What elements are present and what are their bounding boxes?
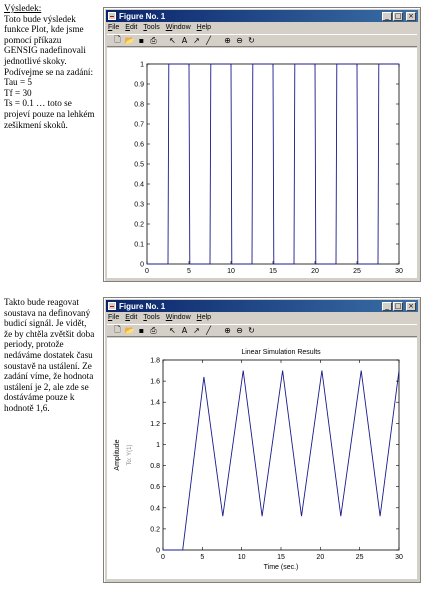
menu-window[interactable]: Window (165, 314, 191, 321)
y-tick-label: 0.8 (150, 463, 160, 471)
step-chart (107, 48, 417, 278)
simulation-chart (107, 338, 417, 579)
title-bar[interactable] (106, 300, 418, 312)
plot-area[interactable] (107, 338, 417, 579)
arrow-icon[interactable]: ↗ (193, 36, 200, 45)
note-body: Takto bude reagovat soustava na definovaný budicí signál. Je vidět, že by chtěla zvětšit doba periody, protože nedáváme dostatek času soustavě na ustálení. Ze zadání víme, že hodnota ustálení je 2, ale zde se dostáváme pouze k hodnotě 1,6. (4, 297, 95, 413)
y-tick-label: 0.2 (150, 526, 160, 534)
note-body: Toto bude výsledek funkce Plot, kde jsme pomocí příkazu GENSIG nadefinovali jednotlivé skoky. Podívejme se na zadání: Tau = 5 Tf = 30 Ts = 0.1 … toto se projeví pouze na lehkém zešikmení skoků. (4, 13, 95, 130)
y-tick-label: 1 (156, 441, 160, 449)
menu-file[interactable]: File (108, 24, 120, 31)
x-tick-label: 20 (311, 268, 319, 275)
zoom-in-icon[interactable]: ⊕ (224, 36, 231, 45)
y-tick-label: 0.9 (134, 81, 144, 89)
menu-window[interactable]: Window (165, 24, 191, 31)
text-icon[interactable]: A (181, 36, 188, 45)
title-bar[interactable] (106, 10, 418, 22)
menu-bar (108, 23, 211, 33)
y-tick-label: 1.4 (150, 399, 160, 407)
minimize-button[interactable]: _ (382, 302, 392, 311)
plot-area[interactable] (107, 48, 417, 278)
line-icon[interactable]: ╱ (206, 36, 211, 45)
y-tick-label: 0.4 (150, 505, 160, 513)
pointer-icon[interactable]: ↖ (169, 326, 176, 335)
window-title: Figure No. 1 (119, 301, 166, 311)
zoom-out-icon[interactable]: ⊖ (236, 326, 243, 335)
zoom-in-icon[interactable]: ⊕ (224, 326, 231, 335)
toolbar-separator (160, 325, 166, 336)
text-icon[interactable]: A (181, 326, 188, 335)
y-tick-label: 0.4 (134, 181, 144, 189)
x-tick-label: 25 (355, 554, 364, 561)
x-tick-label: 15 (269, 268, 277, 275)
figure-window-2 (103, 297, 421, 583)
rotate-icon[interactable]: ↻ (248, 326, 255, 335)
chart-title: Linear Simulation Results (241, 349, 321, 356)
note-heading: Výsledek: (4, 3, 42, 13)
pointer-icon[interactable]: ↖ (169, 36, 176, 45)
x-tick-label: 30 (395, 268, 403, 275)
y-tick-label: 1 (140, 61, 144, 69)
y-tick-label: 0.6 (134, 141, 144, 149)
zoom-out-icon[interactable]: ⊖ (236, 36, 243, 45)
menu-help[interactable]: Help (196, 24, 212, 31)
minimize-button[interactable]: _ (382, 12, 392, 21)
toolbar (107, 34, 417, 47)
x-tick-label: 25 (353, 268, 361, 275)
menu-edit[interactable]: Edit (125, 24, 138, 31)
y-axis-label: Amplitude (114, 439, 121, 471)
save-icon[interactable]: ▪ (138, 36, 145, 45)
menu-tools[interactable]: Tools (143, 314, 160, 321)
line-icon[interactable]: ╱ (206, 326, 211, 335)
figure-icon (108, 302, 116, 310)
y-tick-label: 0 (140, 261, 144, 269)
toolbar-separator (215, 35, 221, 46)
maximize-button[interactable]: □ (394, 301, 402, 310)
menu-bar (108, 313, 211, 323)
x-tick-label: 0 (161, 554, 165, 561)
y-tick-label: 1.6 (150, 378, 160, 386)
description-note-1 (4, 3, 96, 130)
close-button[interactable]: × (406, 302, 416, 311)
y-tick-label: 0.3 (134, 201, 144, 209)
y-tick-label: 0.7 (134, 121, 144, 129)
y-tick-label: 0.6 (150, 484, 160, 492)
rotate-icon[interactable]: ↻ (248, 36, 255, 45)
y-tick-label: 0.2 (134, 221, 144, 229)
x-tick-label: 10 (237, 554, 246, 561)
y-tick-label: 0.1 (134, 241, 144, 249)
x-tick-label: 5 (200, 554, 205, 561)
y-tick-label: 1.2 (150, 420, 160, 428)
y-tick-label: 1.8 (150, 357, 160, 365)
menu-help[interactable]: Help (196, 314, 212, 321)
y-axis-output-label: To: Y(1) (127, 444, 133, 466)
new-icon[interactable]: 🗋 (114, 324, 121, 334)
x-tick-label: 10 (227, 268, 235, 275)
maximize-button[interactable]: □ (394, 11, 402, 20)
print-icon[interactable]: ⎙ (150, 325, 157, 335)
menu-tools[interactable]: Tools (143, 24, 160, 31)
x-tick-label: 15 (277, 554, 285, 561)
x-tick-label: 20 (316, 554, 325, 561)
toolbar-separator (215, 325, 221, 336)
save-icon[interactable]: ▪ (138, 326, 145, 335)
open-icon[interactable]: 📂 (124, 36, 135, 45)
menu-edit[interactable]: Edit (125, 314, 138, 321)
y-tick-label: 0 (156, 547, 160, 555)
figure-icon (108, 12, 116, 20)
x-tick-label: 0 (145, 268, 149, 275)
x-axis-label: Time (sec.) (263, 564, 299, 571)
x-tick-label: 30 (395, 554, 403, 561)
description-note-2 (4, 297, 96, 414)
open-icon[interactable]: 📂 (124, 326, 135, 335)
close-button[interactable]: × (406, 12, 416, 21)
arrow-icon[interactable]: ↗ (193, 326, 200, 335)
new-icon[interactable]: 🗋 (114, 34, 121, 44)
x-tick-label: 5 (187, 268, 191, 275)
figure-window-1 (103, 7, 421, 282)
print-icon[interactable]: ⎙ (150, 35, 157, 45)
y-tick-label: 0.8 (134, 101, 144, 109)
window-title: Figure No. 1 (119, 11, 166, 21)
menu-file[interactable]: File (108, 314, 120, 321)
toolbar-separator (160, 35, 166, 46)
toolbar (107, 324, 417, 337)
y-tick-label: 0.5 (134, 161, 144, 169)
